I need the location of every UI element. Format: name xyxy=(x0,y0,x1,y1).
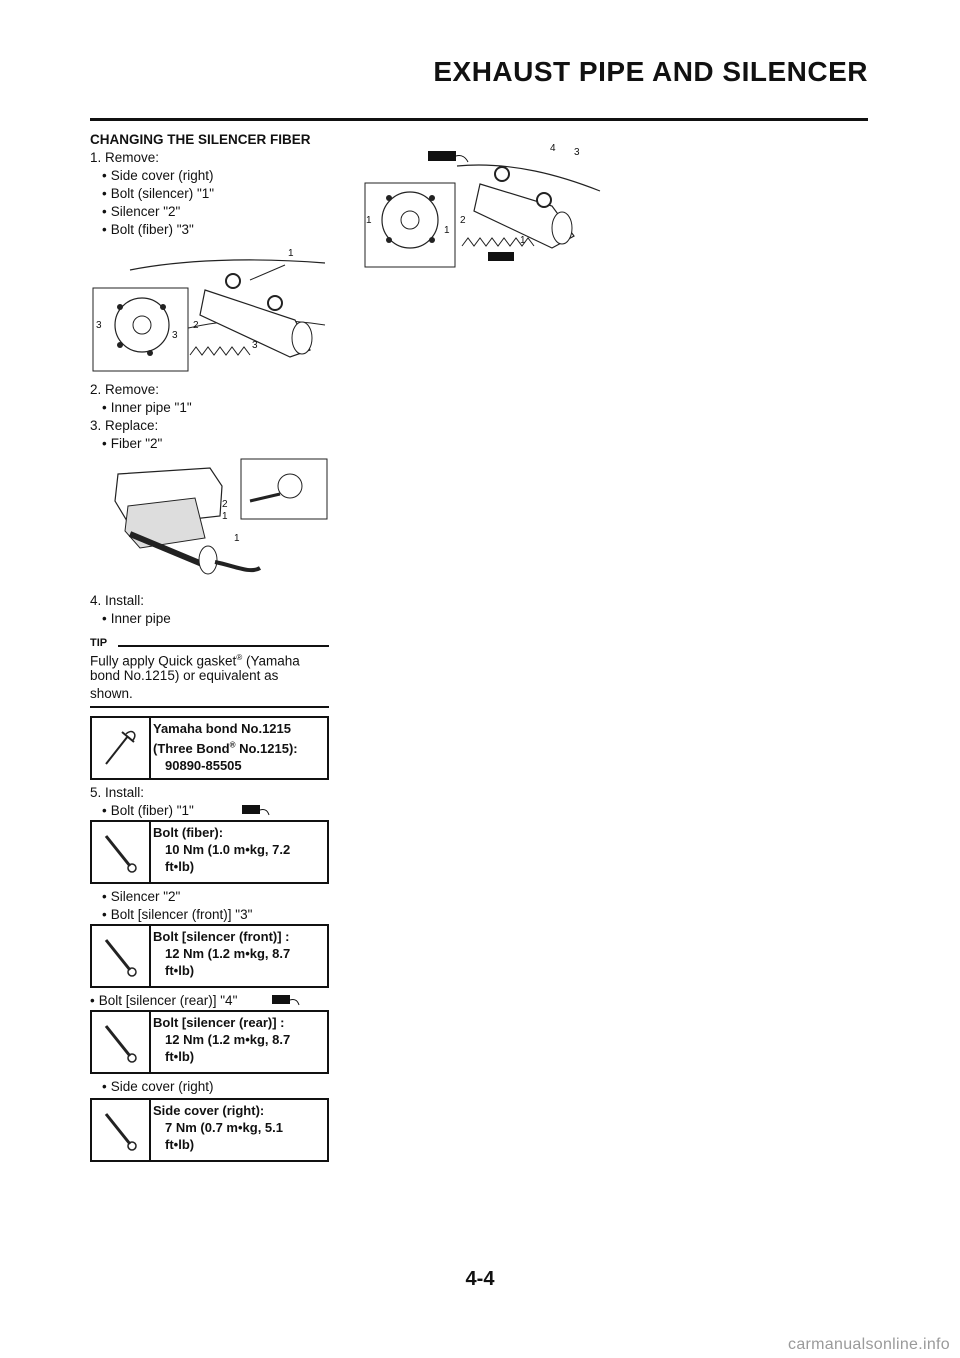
callout-3: 3 xyxy=(172,330,178,341)
sealant-icon xyxy=(92,718,151,778)
spec-value: 90890-85505 xyxy=(165,758,242,774)
list-item: • Bolt (fiber) "3" xyxy=(102,221,194,239)
figure-silencer-removal xyxy=(90,245,330,380)
watermark: carmanualsonline.info xyxy=(788,1336,950,1353)
tip-text: Fully apply Quick gasket® (Yamaha xyxy=(90,653,300,669)
tip-rule xyxy=(118,645,329,647)
sealant-symbol-icon xyxy=(270,992,300,1008)
callout-3: 3 xyxy=(574,147,580,158)
tip-text: shown. xyxy=(90,686,133,701)
torque-wrench-icon xyxy=(92,1100,151,1160)
spec-value: 10 Nm (1.0 m•kg, 7.2 xyxy=(165,842,291,857)
spec-value: ft•lb) xyxy=(165,1137,195,1152)
list-item: • Bolt (silencer) "1" xyxy=(102,185,214,203)
torque-wrench-icon xyxy=(92,822,151,882)
spec-value: 7 Nm (0.7 m•kg, 5.1 xyxy=(165,1120,283,1135)
tip-text: bond No.1215) or equivalent as xyxy=(90,668,279,683)
list-item: • Silencer "2" xyxy=(102,888,180,906)
callout-1: 1 xyxy=(520,235,526,246)
spec-box-side-cover xyxy=(90,1098,329,1162)
tip-end-rule xyxy=(90,706,329,708)
callout-3: 3 xyxy=(252,340,258,351)
step-4: 4. Install: xyxy=(90,593,145,608)
section-heading: CHANGING THE SILENCER FIBER xyxy=(90,132,311,147)
torque-wrench-icon xyxy=(92,1012,151,1072)
spec-text: Bolt [silencer (rear)] : xyxy=(153,1015,285,1030)
step-5: 5. Install: xyxy=(90,785,145,800)
list-item: • Silencer "2" xyxy=(102,203,180,221)
figure-fiber-replacement xyxy=(110,456,330,591)
callout-1: 1 xyxy=(444,225,450,236)
step-1: 1. Remove: xyxy=(90,150,160,165)
spec-value: 12 Nm (1.2 m•kg, 8.7 xyxy=(165,946,291,961)
sealant-symbol-icon xyxy=(240,802,270,818)
figure-silencer-install xyxy=(362,136,602,276)
tip-label: TIP xyxy=(90,637,108,649)
spec-box-sealant xyxy=(90,716,329,780)
silencer-removal-illustration xyxy=(90,245,330,375)
silencer-install-illustration xyxy=(362,136,602,271)
callout-1: 1 xyxy=(366,215,372,226)
list-item: • Fiber "2" xyxy=(102,435,162,453)
list-item: • Inner pipe "1" xyxy=(102,399,192,417)
fiber-replacement-illustration xyxy=(110,456,330,586)
callout-1: 1 xyxy=(288,248,294,259)
spec-value: ft•lb) xyxy=(165,859,195,874)
torque-wrench-icon xyxy=(92,926,151,986)
callout-4: 4 xyxy=(550,143,556,154)
callout-2: 2 xyxy=(460,215,466,226)
spec-value: ft•lb) xyxy=(165,1049,195,1064)
step-3: 3. Replace: xyxy=(90,418,159,433)
spec-text: Bolt (fiber): xyxy=(153,825,224,840)
page-number: 4-4 xyxy=(465,1268,495,1290)
spec-text: (Three Bond® No.1215): xyxy=(153,741,298,757)
spec-box-bolt-fiber xyxy=(90,820,329,884)
list-item: • Bolt [silencer (front)] "3" xyxy=(102,906,252,924)
list-item: • Inner pipe xyxy=(102,610,171,628)
spec-box-bolt-rear xyxy=(90,1010,329,1074)
callout-3: 3 xyxy=(96,320,102,331)
list-item: • Bolt [silencer (rear)] "4" xyxy=(90,992,237,1010)
callout-1: 1 xyxy=(222,511,228,522)
list-item: • Bolt (fiber) "1" xyxy=(102,802,194,820)
spec-text: Bolt [silencer (front)] : xyxy=(153,929,290,944)
callout-1: 1 xyxy=(234,533,240,544)
callout-2: 2 xyxy=(193,320,199,331)
spec-text: Yamaha bond No.1215 xyxy=(153,721,291,736)
header-rule xyxy=(90,118,868,121)
step-2: 2. Remove: xyxy=(90,382,160,397)
list-item: • Side cover (right) xyxy=(102,1078,214,1096)
spec-value: 12 Nm (1.2 m•kg, 8.7 xyxy=(165,1032,291,1047)
list-item: • Side cover (right) xyxy=(102,167,214,185)
callout-2: 2 xyxy=(222,499,228,510)
spec-value: ft•lb) xyxy=(165,963,195,978)
spec-text: Side cover (right): xyxy=(153,1103,265,1118)
page-title: EXHAUST PIPE AND SILENCER xyxy=(433,56,868,87)
spec-box-bolt-front xyxy=(90,924,329,988)
